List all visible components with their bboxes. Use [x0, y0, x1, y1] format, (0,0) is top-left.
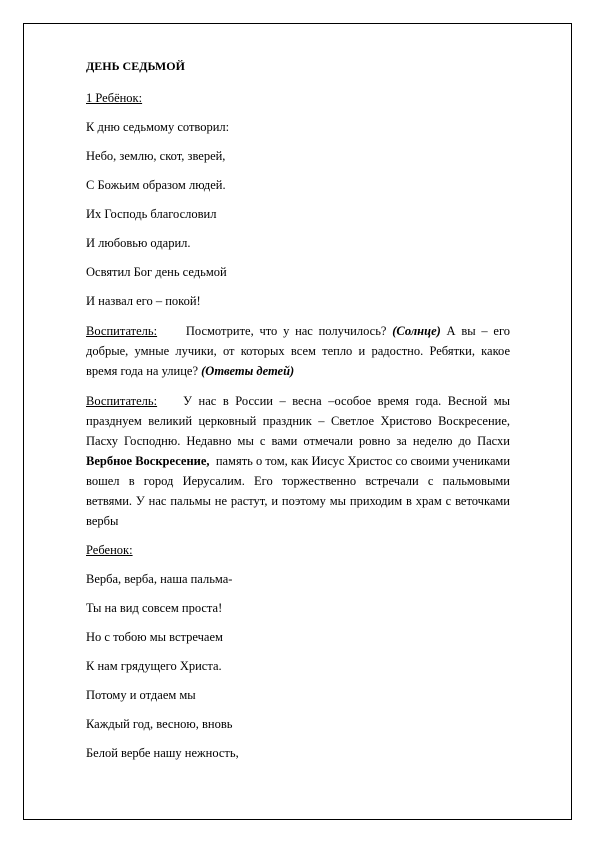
- speaker-teacher: Воспитатель:: [86, 324, 158, 338]
- poem-line: Но с тобою мы встречаем: [86, 630, 223, 644]
- expected-answer: (Солнце): [392, 324, 441, 338]
- poem-line: К нам грядущего Христа.: [86, 659, 222, 673]
- poem-line: Потому и отдаем мы: [86, 688, 196, 702]
- poem-2: [86, 570, 510, 762]
- speaker-child-1: 1 Ребёнок:: [86, 91, 143, 105]
- poem-line: Белой вербе нашу нежность,: [86, 746, 239, 760]
- speaker-teacher: Воспитатель:: [86, 394, 158, 408]
- bold-term: Вербное Воскресение,: [86, 454, 210, 468]
- teacher-paragraph-1: [86, 321, 510, 381]
- expected-answer: (Ответы детей): [201, 364, 295, 378]
- section-title: ДЕНЬ СЕДЬМОЙ: [86, 59, 185, 73]
- poem-line: Их Господь благословил: [86, 207, 217, 221]
- paragraph-text: А вы – его добрые, умные лучики, от которых всем тепло и радостно. Ребятки, какое время года на улице?: [86, 324, 511, 378]
- poem-line: К дню седьмому сотворил:: [86, 120, 230, 134]
- poem-line: Небо, землю, скот, зверей,: [86, 149, 226, 163]
- poem-line: С Божьим образом людей.: [86, 178, 226, 192]
- poem-line: Ты на вид совсем проста!: [86, 601, 223, 615]
- poem-1: [86, 118, 510, 310]
- speaker-child-2: Ребенок:: [86, 543, 133, 557]
- poem-line: Каждый год, весною, вновь: [86, 717, 233, 731]
- teacher-paragraph-2: [86, 391, 510, 531]
- poem-line: И назвал его – покой!: [86, 294, 201, 308]
- document-content: [86, 57, 510, 773]
- poem-line: И любовью одарил.: [86, 236, 191, 250]
- poem-line: Освятил Бог день седьмой: [86, 265, 227, 279]
- paragraph-text: память о том, как Иисус Христос со своими учениками вошел в город Иерусалим. Его торжественно встречали с пальмовыми ветвями. У нас пальмы не растут, и поэтому мы приходим в храм с веточками вербы: [86, 454, 511, 528]
- paragraph-text: Посмотрите, что у нас получилось?: [185, 324, 387, 338]
- paragraph-text: У нас в России – весна –особое время года. Весной мы празднуем великий церковный праздник – Светлое Христово Воскресение, Пасху Господню. Недавно мы с вами отмечали ровно за неделю до Пасхи: [86, 394, 511, 448]
- poem-line: Верба, верба, наша пальма-: [86, 572, 233, 586]
